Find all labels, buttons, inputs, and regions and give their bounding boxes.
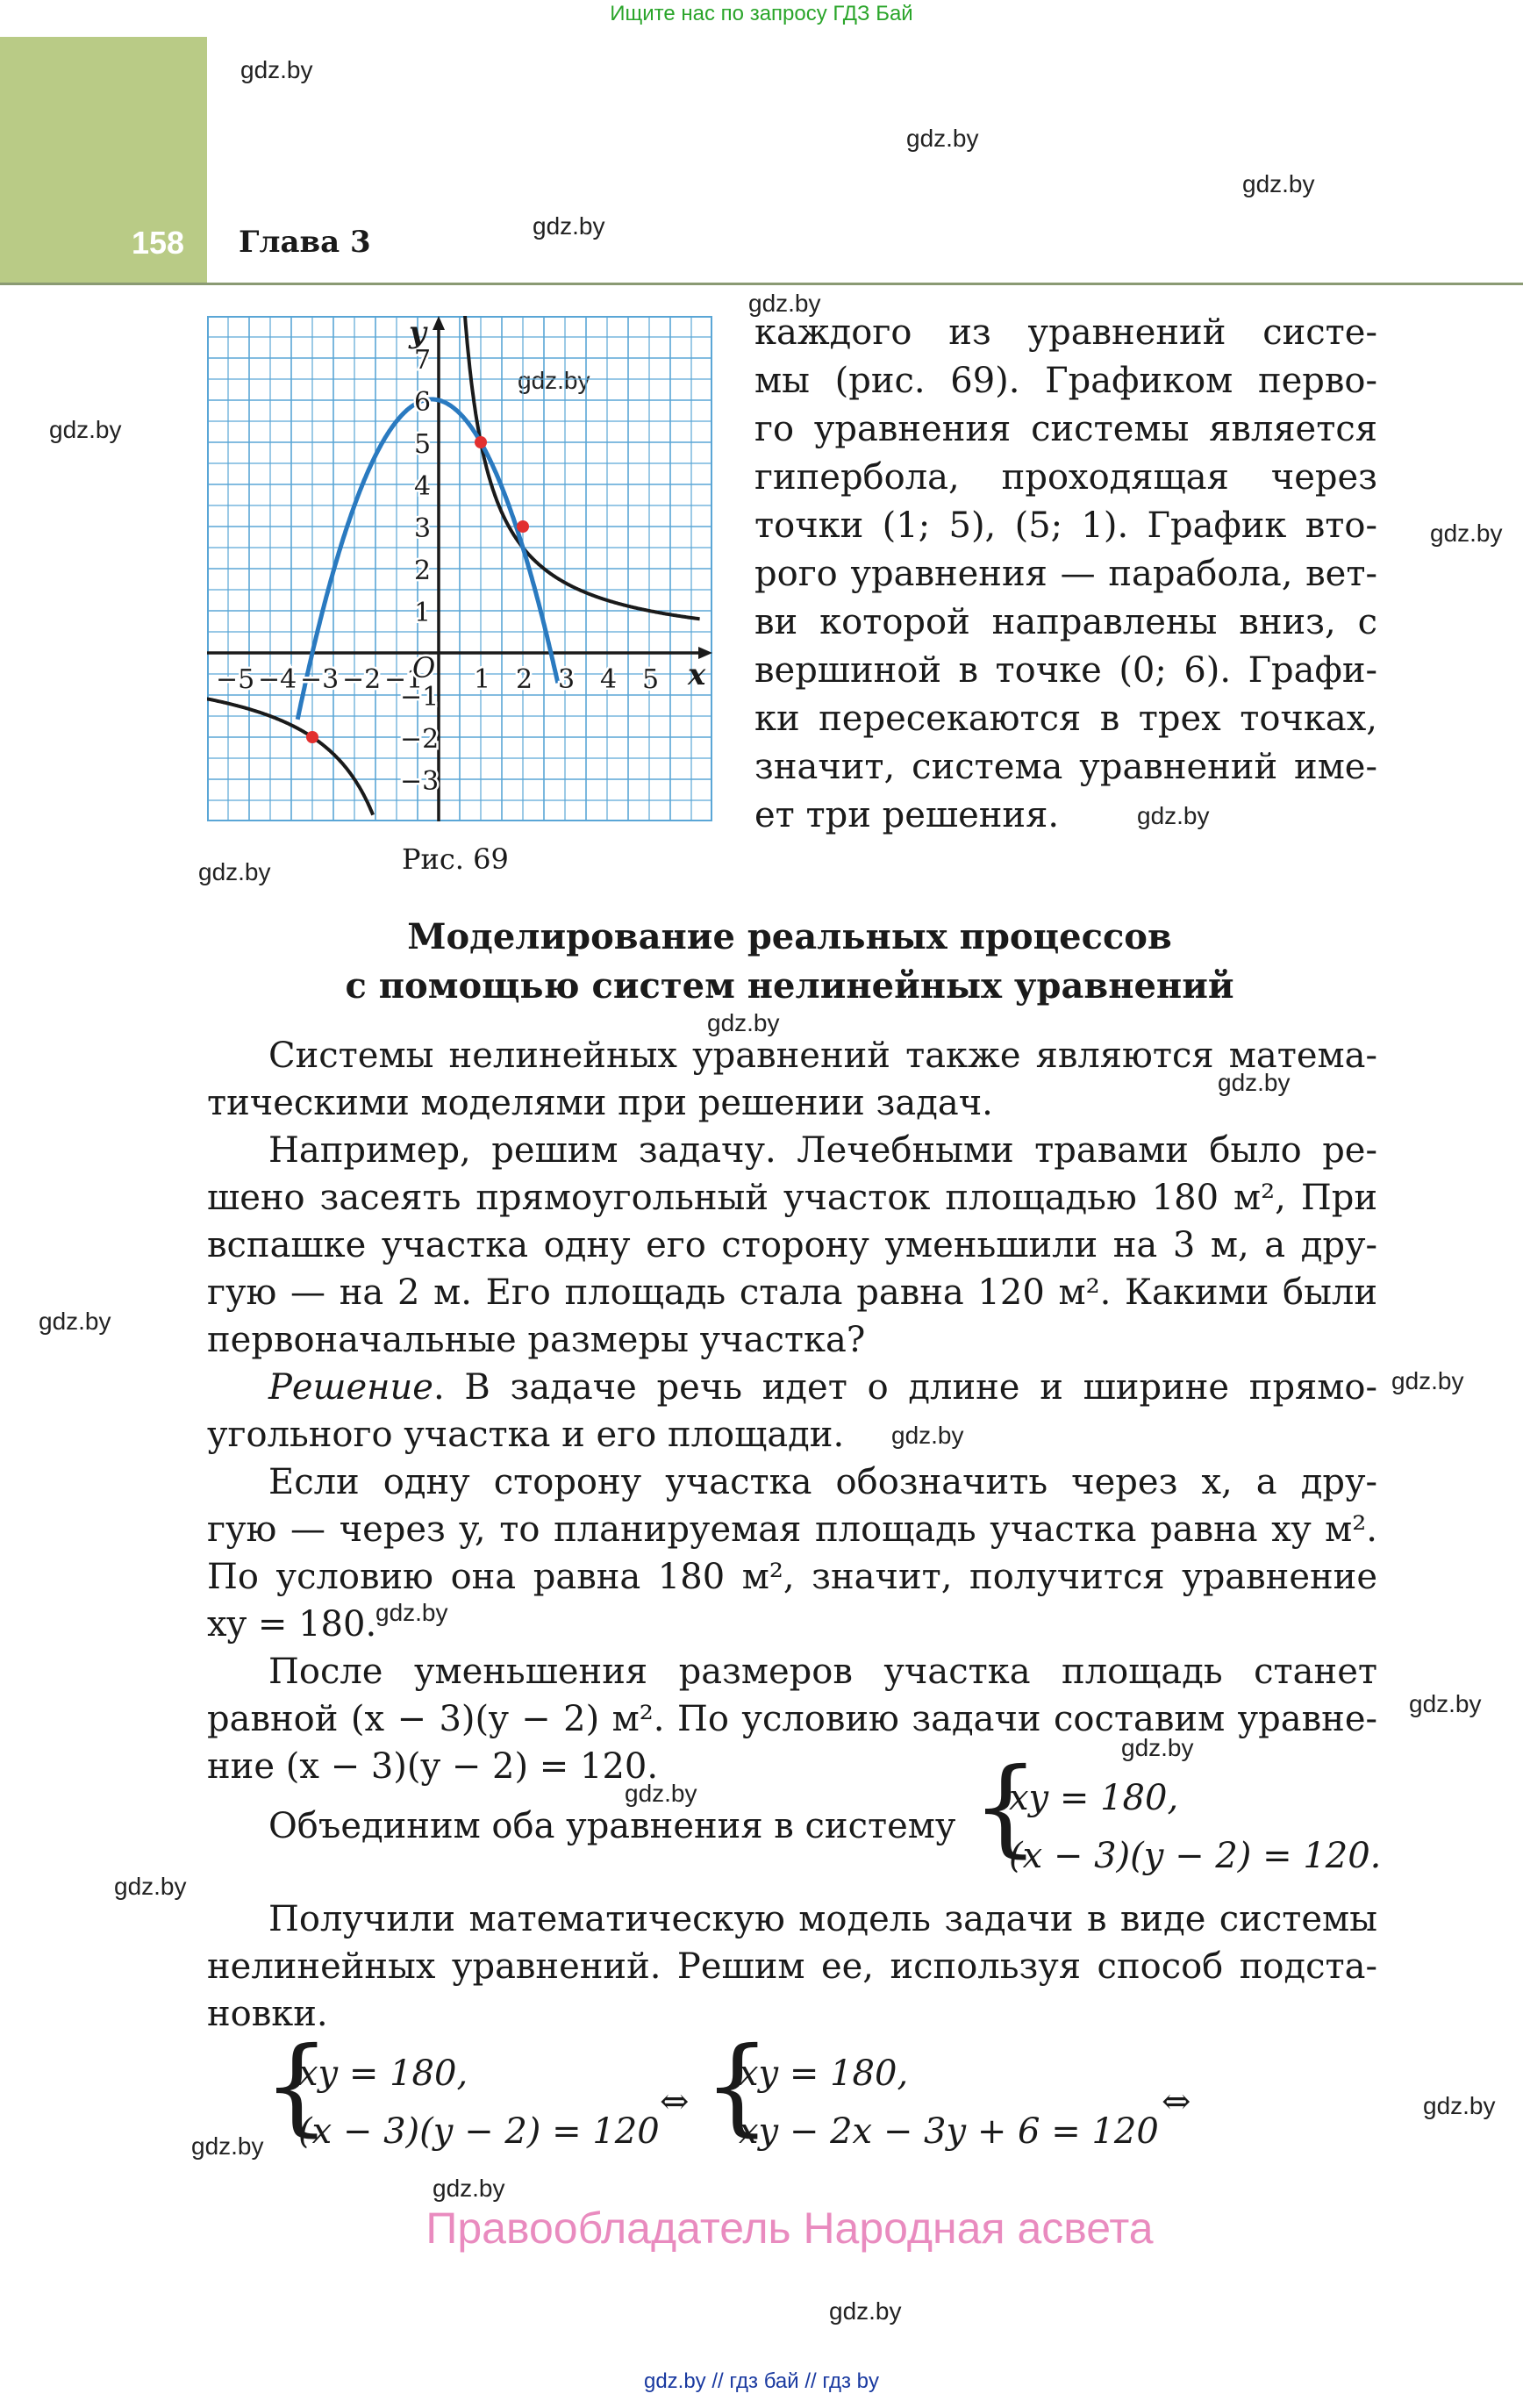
- right-text-line: ви которой направлены вниз, с: [754, 602, 1377, 642]
- system-brace: {: [704, 2025, 771, 2147]
- right-text-line: го уравнения системы является: [754, 409, 1377, 449]
- x-tick-label: 2: [516, 664, 533, 695]
- copyright: Правообладатель Народная асвета: [425, 2204, 1154, 2253]
- system1-eq1: xy = 180,: [1009, 1778, 1179, 1818]
- body-line: гую — на 2 м. Его площадь стала равна 120 м². Какими были: [207, 1272, 1377, 1313]
- footer-links: gdz.by // гдз бай // гдз by: [643, 2369, 880, 2393]
- body-line: гую — через y, то планируемая площадь участка равна xy м².: [207, 1509, 1377, 1550]
- right-text-line: значит, система уравнений име-: [754, 747, 1377, 787]
- x-tick-label: 1: [474, 664, 491, 695]
- watermark: gdz.by: [1218, 1069, 1291, 1096]
- watermark: gdz.by: [433, 2175, 505, 2202]
- body-line: [268, 1364, 1377, 1411]
- body-line: ние (x − 3)(y − 2) = 120.: [207, 1746, 659, 1787]
- x-tick-label: −4: [258, 664, 297, 695]
- watermark: gdz.by: [891, 1422, 964, 1449]
- watermark: gdz.by: [829, 2297, 902, 2325]
- right-text-line: рого уравнения — парабола, вет-: [754, 554, 1377, 594]
- x-tick-label: −3: [300, 664, 340, 695]
- watermark: gdz.by: [1409, 1690, 1482, 1717]
- systemB-eq2: xy − 2x − 3y + 6 = 120: [739, 2111, 1159, 2152]
- watermark: gdz.by: [1423, 2092, 1496, 2119]
- body-line: Например, решим задачу. Лечебными травами было ре-: [268, 1130, 1377, 1171]
- section-heading-line-1: Моделирование реальных процессов: [407, 916, 1172, 957]
- intersection-point: [306, 731, 318, 743]
- x-tick-label: 3: [558, 664, 576, 695]
- body-line: xy = 180.: [207, 1604, 377, 1645]
- system-brace: {: [263, 2025, 331, 2147]
- body-line: тическими моделями при решении задач.: [207, 1083, 993, 1123]
- y-tick-label: 4: [414, 471, 432, 502]
- equivalence-symbol: ⇔: [1162, 2082, 1191, 2122]
- intersection-point: [475, 436, 487, 448]
- right-text-line: ет три решения.: [754, 795, 1060, 835]
- body-line: первоначальные размеры участка?: [207, 1320, 866, 1360]
- systemB-eq1: xy = 180,: [739, 2053, 909, 2094]
- y-tick-label: −2: [400, 724, 440, 755]
- body-line: равной (x − 3)(y − 2) м². По условию задачи составим уравне-: [207, 1699, 1377, 1739]
- body-line: По условию она равна 180 м², значит, получится уравнение: [207, 1557, 1377, 1597]
- chapter-title: Глава 3: [239, 225, 371, 260]
- right-text-line: точки (1; 5), (5; 1). График вто-: [754, 505, 1377, 546]
- watermark: gdz.by: [748, 290, 821, 317]
- watermark: gdz.by: [375, 1599, 448, 1626]
- y-tick-label: 1: [414, 598, 432, 628]
- y-tick-label: −3: [400, 766, 440, 797]
- x-tick-label: −1: [384, 664, 424, 695]
- y-tick-label: 7: [414, 345, 432, 376]
- watermark: gdz.by: [1430, 520, 1503, 547]
- body-line: Системы нелинейных уравнений также являются матема-: [268, 1036, 1377, 1076]
- system1-eq2: (x − 3)(y − 2) = 120.: [1009, 1836, 1382, 1876]
- body-line: вспашке участка одну его сторону уменьшили на 3 м, а дру-: [207, 1225, 1377, 1265]
- system-brace: {: [972, 1746, 1040, 1868]
- solution-text: . В задаче речь идет о длине и ширине прямо-: [433, 1367, 1377, 1408]
- watermark: gdz.by: [1121, 1734, 1194, 1761]
- top-note: Ищите нас по запросу ГДЗ Бай: [610, 2, 913, 25]
- y-axis-arrow: [433, 316, 445, 330]
- watermark: gdz.by: [1242, 170, 1315, 197]
- body-line: новки.: [207, 1994, 328, 2034]
- page-number: 158: [132, 225, 185, 261]
- body-line: Если одну сторону участка обозначить через x, а дру-: [268, 1462, 1377, 1502]
- watermark: gdz.by: [1391, 1367, 1464, 1394]
- right-text-line: каждого из уравнений систе-: [754, 312, 1377, 353]
- right-text-line: вершиной в точке (0; 6). Графи-: [754, 650, 1377, 691]
- y-tick-label: 3: [414, 513, 432, 544]
- right-text-line: ки пересекаются в трех точках,: [754, 699, 1377, 739]
- body-line: Объединим оба уравнения в систему: [268, 1806, 956, 1846]
- body-line: После уменьшения размеров участка площадь станет: [268, 1652, 1377, 1692]
- body-line: угольного участка и его площади.: [207, 1415, 845, 1455]
- systemA-eq1: xy = 180,: [298, 2053, 468, 2094]
- watermark: gdz.by: [906, 125, 979, 152]
- watermark: gdz.by: [240, 56, 313, 83]
- section-heading-line-2: с помощью систем нелинейных уравнений: [345, 965, 1234, 1007]
- hyperbola-branch-right: [465, 316, 700, 619]
- origin-label: O: [412, 651, 436, 684]
- y-axis-label: y: [409, 316, 426, 350]
- solution-label: Решение: [268, 1367, 433, 1408]
- systemA-eq2: (x − 3)(y − 2) = 120: [298, 2111, 660, 2152]
- watermark: gdz.by: [191, 2132, 264, 2160]
- body-line: Получили математическую модель задачи в виде системы: [268, 1899, 1377, 1939]
- body-line: шено засеять прямоугольный участок площадью 180 м², При: [207, 1178, 1377, 1218]
- figure-caption: Рис. 69: [402, 842, 509, 876]
- figure-graph: [207, 316, 712, 821]
- hyperbola-branch-left: [207, 695, 373, 815]
- right-text-line: мы (рис. 69). Графиком перво-: [754, 361, 1377, 401]
- y-tick-label: 5: [414, 429, 432, 460]
- y-tick-label: −1: [400, 682, 440, 713]
- watermark: gdz.by: [198, 858, 271, 885]
- body-line: нелинейных уравнений. Решим ее, используя способ подста-: [207, 1946, 1377, 1987]
- header-divider: [0, 283, 1523, 285]
- watermark: gdz.by: [39, 1308, 111, 1335]
- watermark: gdz.by: [1137, 802, 1210, 829]
- y-tick-label: 2: [414, 555, 432, 586]
- right-text-line: гипербола, проходящая через: [754, 457, 1377, 498]
- x-tick-label: 5: [642, 664, 660, 695]
- x-tick-label: −5: [216, 664, 255, 695]
- watermark: gdz.by: [533, 212, 605, 240]
- watermark: gdz.by: [625, 1780, 697, 1807]
- watermark: gdz.by: [707, 1009, 780, 1036]
- equivalence-symbol: ⇔: [660, 2082, 690, 2122]
- y-tick-label: 6: [414, 387, 432, 418]
- watermark: gdz.by: [518, 367, 590, 394]
- intersection-point: [517, 520, 529, 533]
- watermark: gdz.by: [49, 416, 122, 443]
- watermark: gdz.by: [114, 1873, 187, 1900]
- x-axis-label: x: [688, 657, 706, 692]
- x-tick-label: 4: [600, 664, 618, 695]
- grid: [207, 316, 712, 821]
- x-tick-label: −2: [342, 664, 382, 695]
